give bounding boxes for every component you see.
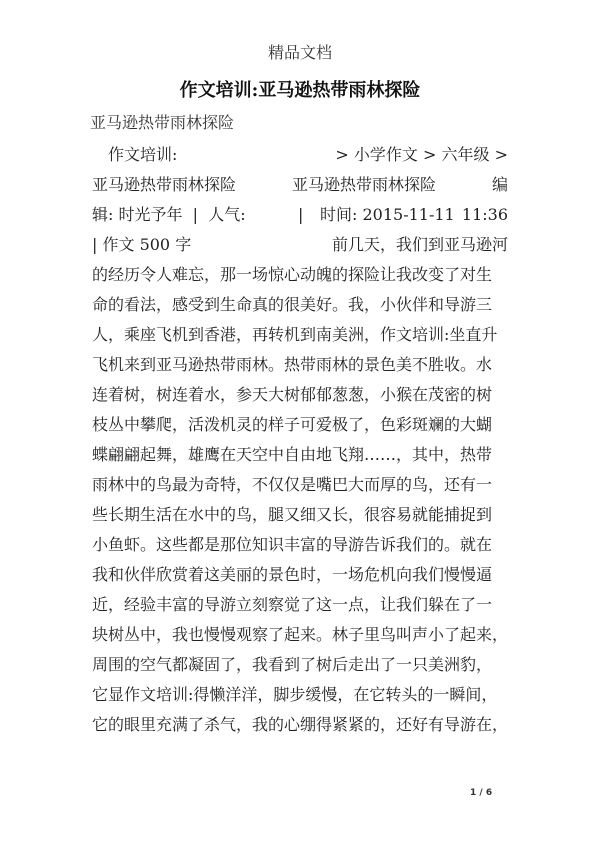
body-line: 块树丛中，我也慢慢观察了起来。林子里鸟叫声小了起来， — [92, 625, 509, 644]
body-line: 它的眼里充满了杀气，我的心绷得紧紧的，还好有导游在， — [92, 715, 509, 734]
editor-popularity: 辑: 时光予年 | 人气: — [92, 205, 246, 224]
body-line: 命的看法，感受到生命真的很美好。我，小伙伴和导游三 — [92, 295, 493, 314]
breadcrumb: > 小学作文 > 六年级 > — [335, 145, 508, 164]
body-line: 雨林中的鸟最为奇特，不仅仅是嘴巴大而厚的鸟，还有一 — [92, 475, 493, 494]
page-header: 精品文档 — [267, 43, 332, 62]
body-line: 近，经验丰富的导游立刻察觉了这一点，让我们躲在了一 — [92, 595, 493, 614]
body-line: 些长期生活在水中的鸟，腿又细又长，很容易就能捕捉到 — [92, 505, 493, 524]
breadcrumb-item: 亚马逊热带雨林探险 — [92, 175, 237, 194]
document-subtitle: 亚马逊热带雨林探险 — [90, 113, 235, 132]
body-text-start: 前几天，我们到亚马逊河 — [331, 235, 508, 254]
body-line: 枝丛中攀爬，活泼机灵的样子可爱极了，色彩斑斓的大蝴 — [92, 415, 493, 434]
publish-time: 11:36 — [461, 205, 508, 224]
body-line: 周围的空气都凝固了，我看到了树后走出了一只美洲豹， — [92, 655, 493, 674]
word-count: | 作文 500 字 — [92, 235, 192, 254]
body-line: 我和伙伴欣赏着这美丽的景色时，一场危机向我们慢慢逼 — [92, 565, 493, 584]
breadcrumb-item: 亚马逊热带雨林探险 — [292, 175, 437, 194]
meta-line-editor — [92, 203, 508, 227]
page-number: 1 / 6 — [470, 788, 493, 798]
body-line: 蝶翩翩起舞，雄鹰在天空中自由地飞翔……，其中，热带 — [92, 445, 493, 464]
meta-line-category — [92, 143, 508, 167]
meta-line-crumbs — [92, 173, 508, 197]
separator: | — [298, 205, 304, 224]
body-line: 人，乘座飞机到香港，再转机到南美洲，作文培训:坐直升 — [92, 325, 498, 344]
editor-prefix: 编 — [491, 175, 508, 194]
body-line: 它显作文培训:得懒洋洋，脚步缓慢，在它转头的一瞬间， — [92, 685, 498, 704]
meta-line-wordcount — [92, 233, 508, 257]
category-label: 作文培训: — [108, 145, 178, 164]
body-line: 连着树，树连着水，参天大树郁郁葱葱，小猴在茂密的树 — [92, 385, 493, 404]
publish-date: 时间: 2015-11-11 — [320, 205, 455, 224]
body-line: 飞机来到亚马逊热带雨林。热带雨林的景色美不胜收。水 — [92, 355, 493, 374]
body-line: 的经历令人难忘，那一场惊心动魄的探险让我改变了对生 — [92, 265, 493, 284]
body-line: 小鱼虾。这些都是那位知识丰富的导游告诉我们的。就在 — [92, 535, 493, 554]
document-title: 作文培训:亚马逊热带雨林探险 — [179, 80, 421, 101]
